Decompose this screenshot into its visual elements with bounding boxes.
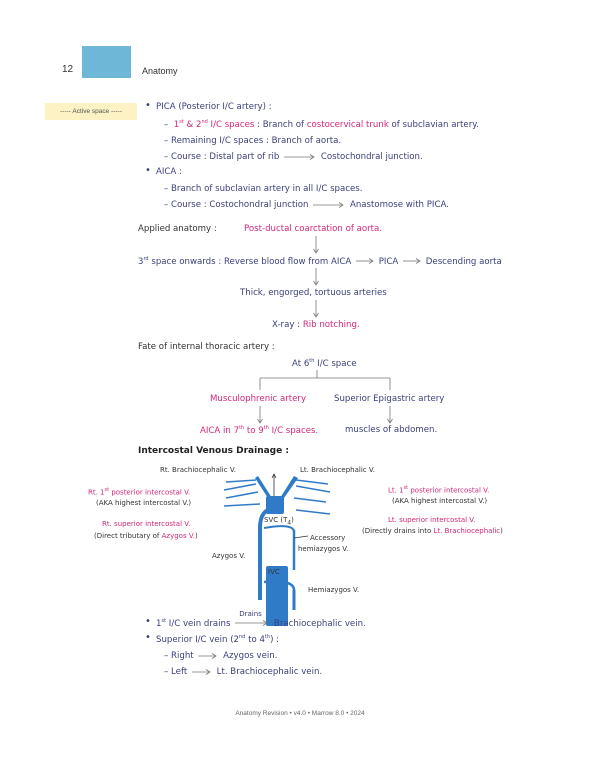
label-lt-superior-intercostal-sub: (Directly drains into Lt. Brachiocephalic) <box>362 527 503 535</box>
applied-row-4: X-ray : Rib notching. <box>272 320 360 330</box>
bullet-icon: • <box>145 616 151 627</box>
page-footer: Anatomy Revision • v4.0 • Marrow 8.0 • 2024 <box>235 710 365 717</box>
fate-label: Fate of internal thoracic artery : <box>138 342 275 352</box>
label-rt-posterior-intercostal-sub: (AKA highest intercostal V.) <box>96 499 192 507</box>
label-rt-superior-intercostal-sub: (Direct tributary of Azygos V.) <box>94 532 198 540</box>
active-space-label: ----- Active space ----- <box>45 103 137 120</box>
label-azygos: Azygos V. <box>212 552 246 560</box>
arrow-right-icon <box>190 668 214 676</box>
fate-superior-epigastric: Superior Epigastric artery <box>334 394 445 404</box>
drains-arrow-icon: Drains <box>233 618 271 628</box>
label-lt-posterior-intercostal: Lt. 1st posterior intercostal V. <box>388 485 490 495</box>
label-ivc: IVC <box>268 568 280 576</box>
page-number: 12 <box>62 64 74 75</box>
label-accessory-hemiazygos-1: Accessory <box>310 534 346 542</box>
arrow-right-icon <box>282 153 318 161</box>
label-rt-superior-intercostal: Rt. superior intercostal V. <box>102 520 191 528</box>
bullet-icon: • <box>145 632 151 643</box>
aica-heading: AICA : <box>156 167 182 177</box>
label-svc: SVC $(T_4)$ <box>264 516 294 527</box>
pica-line-3: – Course : Distal part of rib Costochondral junction. <box>164 152 423 162</box>
header-accent-box <box>82 46 131 78</box>
aica-line-1: – Branch of subclavian artery in all I/C spaces. <box>164 184 363 194</box>
pica-heading: PICA (Posterior I/C artery) : <box>156 102 272 112</box>
label-rt-posterior-intercostal: Rt. 1st posterior intercostal V. <box>88 487 191 497</box>
bullet-icon: • <box>145 100 151 111</box>
page-title: Anatomy <box>142 66 178 76</box>
arrow-right-icon <box>311 201 347 209</box>
arrow-right-icon <box>354 257 376 265</box>
applied-row-3: Thick, engorged, tortuous arteries <box>240 288 387 298</box>
fate-muscles-abdomen: muscles of abdomen. <box>345 425 438 435</box>
label-accessory-hemiazygos-2: hemiazygos V. <box>298 545 349 553</box>
summary-bullet-1: 1st I/C vein drains Drains Brachiocephalic vein. <box>156 610 366 629</box>
arrow-down-icon <box>311 268 321 286</box>
applied-anatomy-label: Applied anatomy : <box>138 224 217 234</box>
fate-top: At 6th I/C space <box>292 358 357 369</box>
arrow-right-icon <box>401 257 423 265</box>
arrow-right-icon <box>196 652 220 660</box>
arrow-down-icon <box>311 236 321 254</box>
arrow-down-icon <box>311 300 321 318</box>
summary-left: – Left Lt. Brachiocephalic vein. <box>164 667 323 677</box>
venous-heading: Intercostal Venous Drainage : <box>138 446 289 456</box>
aica-line-2: – Course : Costochondral junction Anastomose with PICA. <box>164 200 449 210</box>
pica-line-1: – 1st & 2nd I/C spaces : Branch of costocervical trunk of subclavian artery. <box>164 119 479 130</box>
label-lt-superior-intercostal: Lt. superior intercostal V. <box>388 516 476 524</box>
summary-right: – Right Azygos vein. <box>164 651 278 661</box>
label-hemiazygos: Hemiazygos V. <box>308 586 360 594</box>
bullet-icon: • <box>145 165 151 176</box>
fate-branch-lines <box>255 370 395 392</box>
label-lt-brachiocephalic: Lt. Brachiocephalic V. <box>300 466 375 474</box>
summary-bullet-2: Superior I/C vein (2nd to 4th) : <box>156 634 280 645</box>
applied-coarctation: Post-ductal coarctation of aorta. <box>244 224 383 234</box>
applied-row-2: 3rd space onwards : Reverse blood flow from AICA PICA Descending aorta <box>138 256 502 267</box>
arrow-down-icon <box>255 406 265 424</box>
arrow-down-icon <box>385 406 395 424</box>
fate-aica: AICA in 7th to 9th I/C spaces. <box>200 425 319 436</box>
fate-musculophrenic: Musculophrenic artery <box>210 394 307 404</box>
label-rt-brachiocephalic: Rt. Brachiocephalic V. <box>160 466 236 474</box>
label-lt-posterior-intercostal-sub: (AKA highest intercostal V.) <box>392 497 488 505</box>
pica-line-2: – Remaining I/C spaces : Branch of aorta. <box>164 136 342 146</box>
